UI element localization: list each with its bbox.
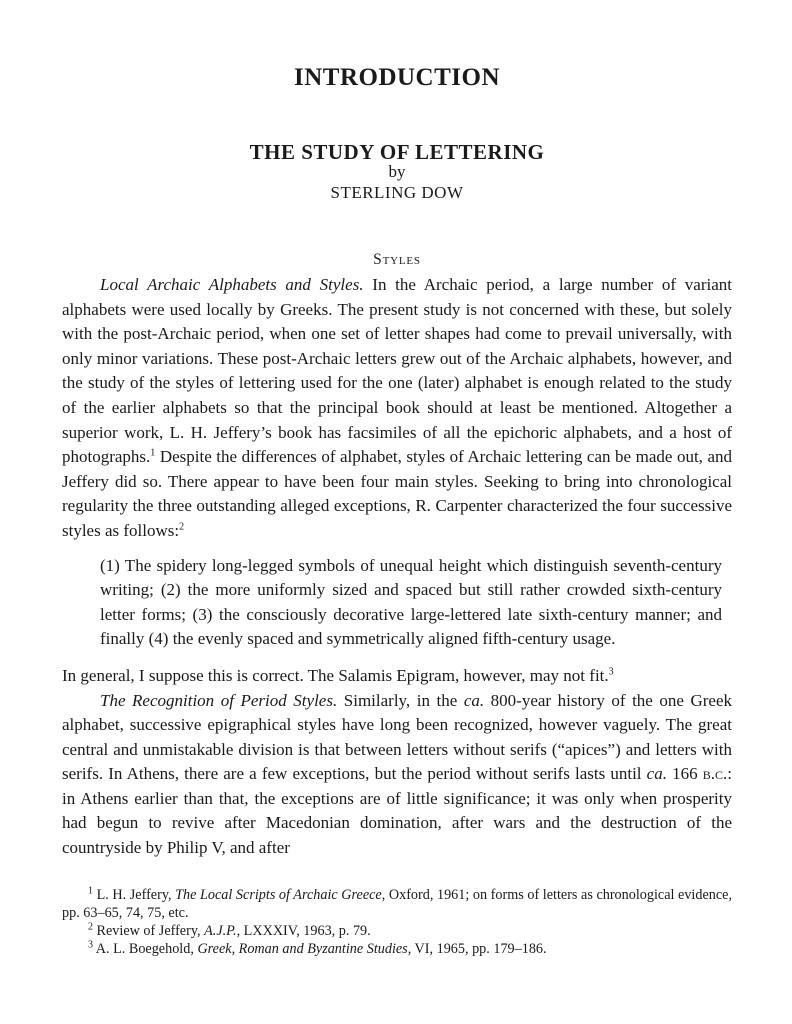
footnote-mark: 2 bbox=[88, 921, 93, 933]
chapter-title: INTRODUCTION bbox=[293, 64, 501, 91]
footnote-ref-1[interactable]: 1 bbox=[150, 447, 156, 459]
footnote-3 bbox=[62, 940, 732, 958]
byline: by bbox=[388, 162, 406, 181]
footnote-mark: 1 bbox=[88, 885, 93, 897]
footnote-text: , VI, 1965, pp. 179–186. bbox=[407, 941, 547, 957]
footnote-text: , LXXXIV, 1963, p. 79. bbox=[236, 923, 371, 939]
body-text bbox=[62, 273, 732, 544]
paragraph-text: Similarly, in the bbox=[337, 690, 464, 710]
paragraph-period-styles bbox=[62, 689, 732, 861]
footnote-title: Greek, Roman and Byzantine Studies bbox=[197, 941, 408, 957]
paragraph-lead: The Recognition of Period Styles. bbox=[100, 690, 338, 710]
paragraph-text: In the Archaic period, a large number of variant alphabets were used locally by Greeks. The present study is not concerned with these, but solely with the post-Archaic period, when one set of letter shapes had come to prevail universally, with only minor variations. These post-Archaic letters grew out of the Archaic alphabets, however, and the study of the styles of lettering used for the one (later) alphabet is enough related to the study of the earlier alphabets so that the principal book should at least be mentioned. Altogether a superior work, L. H. Jeffery’s book has facsimiles of all the epichoric alphabets, and a host of photographs. bbox=[62, 275, 732, 467]
footnote-text: , Oxford, 1961; on forms of letters as chronological evidence, pp. 63–65, 74, 75, etc. bbox=[62, 887, 732, 921]
essay-title: THE STUDY OF LETTERING bbox=[249, 140, 545, 164]
footnote-ref-2[interactable]: 2 bbox=[179, 521, 185, 533]
footnote-text: A. L. Boegehold, bbox=[93, 941, 198, 957]
paragraph-text: : in Athens earlier than that, the exceptions are of little significance; it was only when prosperity had begun to revive after Macedonian domination, after wars and the destruction of the countryside by Philip V, and after bbox=[62, 764, 733, 858]
paragraph-lead: Local Archaic Alphabets and Styles. bbox=[100, 275, 364, 294]
footnote-ref-3[interactable]: 3 bbox=[608, 666, 614, 678]
paragraph-after-quote bbox=[62, 664, 732, 689]
footnotes bbox=[62, 886, 732, 958]
block-quote: (1) The spidery long-legged symbols of unequal height which distinguish seventh-century writing; (2) the more uniformly sized and spaced but still rather crowded sixth-century letter forms; (3) the consciously decorative large-lettered late sixth-century manner; and finally (4) the evenly spaced and symmetrically aligned fifth-century usage. bbox=[100, 555, 722, 649]
footnote-text: L. H. Jeffery, bbox=[93, 887, 176, 903]
footnote-1 bbox=[62, 886, 732, 922]
author-name: STERLING DOW bbox=[330, 183, 464, 202]
footnote-text: Review of Jeffery, bbox=[93, 923, 205, 939]
footnote-title: A.J.P. bbox=[204, 923, 237, 939]
abbrev-circa: ca. bbox=[646, 764, 667, 784]
section-heading: Styles bbox=[373, 251, 421, 268]
body-text-continued bbox=[62, 664, 732, 861]
abbrev-bc: b.c. bbox=[702, 764, 728, 784]
paragraph-text: Despite the differences of alphabet, styles of Archaic lettering can be made out, and Jeffery did so. There appear to have been four main styles. Seeking to bring into chronological regularity the three outstanding alleged exceptions, R. Carpenter characterized the four successive styles as follows: bbox=[62, 447, 732, 540]
paragraph-archaic-alphabets bbox=[62, 273, 732, 544]
abbrev-circa: ca. bbox=[463, 690, 485, 710]
paragraph-text: In general, I suppose this is correct. The Salamis Epigram, however, may not fit. bbox=[62, 665, 609, 685]
footnote-mark: 3 bbox=[88, 939, 93, 951]
footnote-2 bbox=[62, 922, 732, 940]
paragraph-text: 166 bbox=[666, 764, 703, 784]
footnote-title: The Local Scripts of Archaic Greece bbox=[175, 887, 382, 903]
paragraph-text: 800-year history of the one Greek alphabet, successive epigraphical styles have long been recognized, however vaguely. The great central and unmistakable division is that between letters without serifs (“apices”) and letters with serifs. In Athens, there are a few exceptions, but the period without serifs lasts until bbox=[62, 690, 733, 784]
